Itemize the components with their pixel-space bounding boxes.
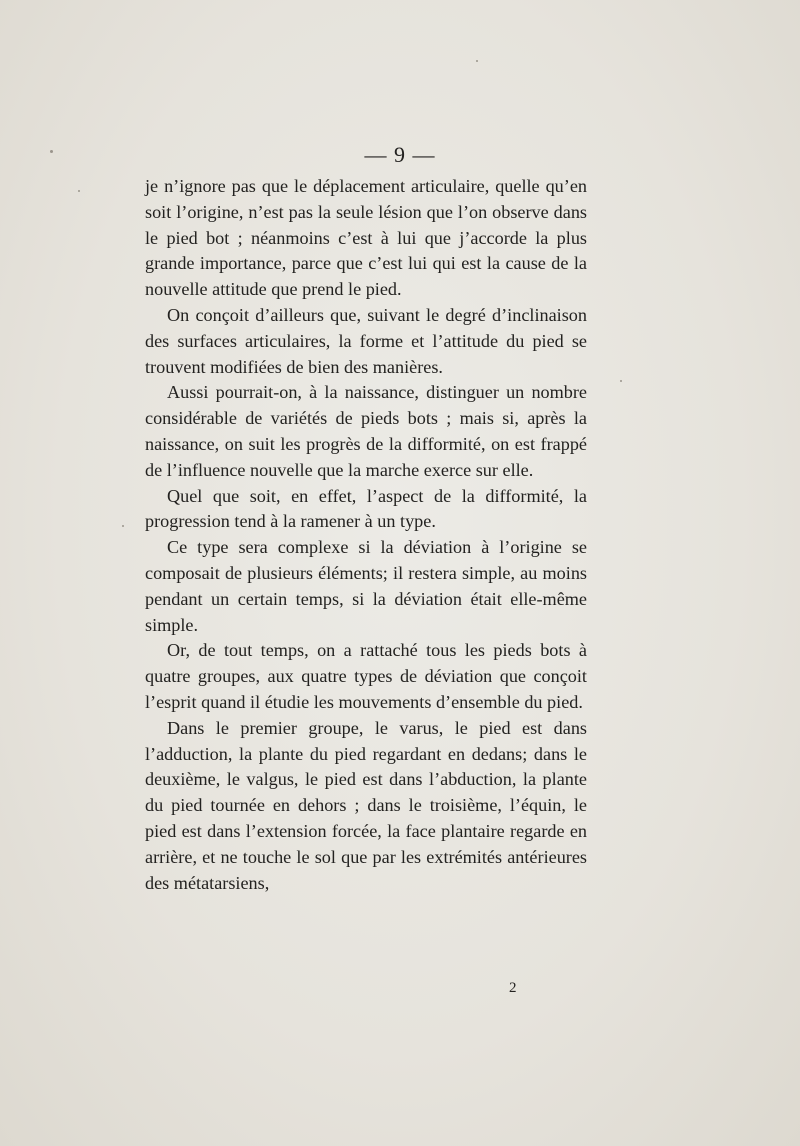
paper-speck [476, 60, 478, 62]
body-text [145, 174, 587, 896]
paper-speck [620, 380, 622, 382]
paragraph: Quel que soit, en effet, l’aspect de la difformité, la progression tend à la ramener à un type. [145, 485, 587, 532]
paper-speck [78, 190, 80, 192]
paragraph: je n’ignore pas que le déplacement articulaire, quelle qu’en soit l’origine, n’est pas la seule lésion que l’on observe dans le pied bot ; néanmoins c’est à lui que j’accorde la plus grande importance, parce que c’est lui qui est la cause de la nouvelle attitude que prend le pied. [145, 176, 587, 300]
page-number: — 9 — [364, 142, 436, 167]
paragraph: Dans le premier groupe, le varus, le pied est dans l’adduction, la plante du pied regardant en dedans; dans le deuxième, le valgus, le pied est dans l’abduction, la plante du pied tournée en dehors ; dans le troisième, l’équin, le pied est dans l’extension forcée, la face plantaire regarde en arrière, et ne touche le sol que par les extrémités antérieures des métatarsiens, [145, 717, 587, 893]
paragraph: On conçoit d’ailleurs que, suivant le degré d’inclinaison des surfaces articulaires, la forme et l’attitude du pied se trouvent modifiées de bien des manières. [145, 304, 587, 377]
paragraph: Or, de tout temps, on a rattaché tous les pieds bots à quatre groupes, aux quatre types de déviation que conçoit l’esprit quand il étudie les mouvements d’ensemble du pied. [145, 640, 587, 712]
paper-speck [122, 525, 124, 527]
signature-mark: 2 [509, 980, 517, 996]
paragraph: Ce type sera complexe si la déviation à l’origine se composait de plusieurs éléments; il restera simple, au moins pendant un certain temps, si la déviation était elle-même simple. [145, 537, 587, 635]
paragraph: Aussi pourrait-on, à la naissance, distinguer un nombre considérable de variétés de pieds bots ; mais si, après la naissance, on suit les progrès de la difformité, on est frappé de l’influence nouvelle que la marche exerce sur elle. [145, 382, 587, 480]
